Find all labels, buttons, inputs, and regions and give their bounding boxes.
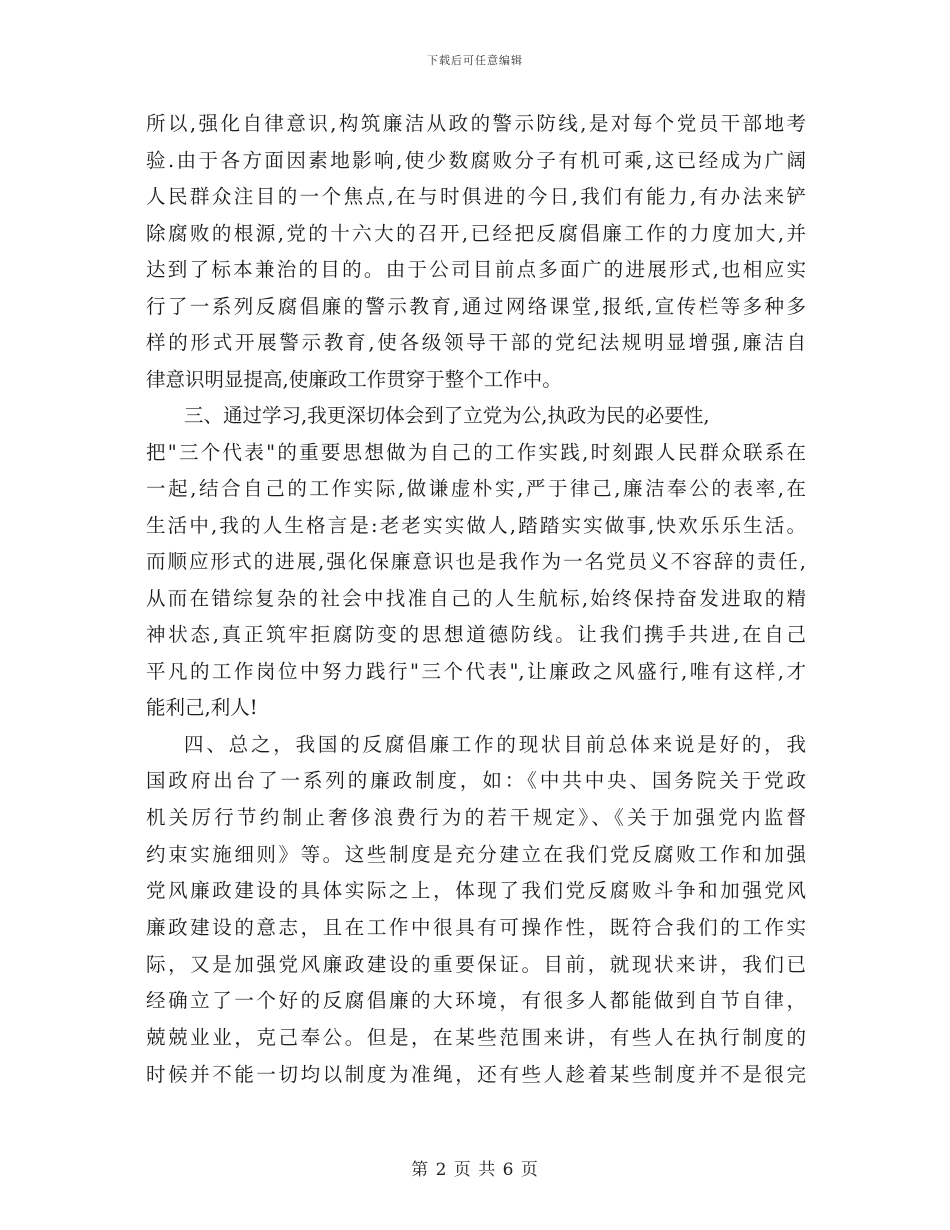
page-header-note: 下载后可任意编辑 [427, 54, 523, 67]
text-line: 兢兢业业，克己奉公。但是，在某些范围来讲，有些人在执行制度的 [146, 1026, 806, 1049]
text-line: 党风廉政建设的具体实际之上，体现了我们党反腐败斗争和加强党风 [146, 879, 806, 903]
text-line: 能利己,利人! [146, 696, 258, 719]
text-line: 达到了标本兼治的目的。由于公司目前点多面广的进展形式,也相应实 [146, 258, 806, 281]
text-line: 约束实施细则》等。这些制度是充分建立在我们党反腐败工作和加强 [146, 842, 806, 866]
text-line: 验.由于各方面因素地影响,使少数腐败分子有机可乘,这已经成为广阔 [146, 148, 806, 172]
text-line: 平凡的工作岗位中努力践行"三个代表",让廉政之风盛行,唯有这样,才 [146, 659, 806, 683]
text-line: 机关厉行节约制止奢侈浪费行为的若干规定》、《关于加强党内监督 [146, 805, 806, 829]
text-line: 人民群众注目的一个焦点,在与时俱进的今日,我们有能力,有办法来铲 [146, 185, 806, 208]
text-line: 所以,强化自律意识,构筑廉洁从政的警示防线,是对每个党员干部地考 [146, 112, 806, 135]
paragraph-3 [146, 727, 806, 1094]
document-body [146, 106, 806, 1093]
text-line: 把"三个代表"的重要思想做为自己的工作实践,时刻跟人民群众联系在 [146, 440, 806, 464]
text-line: 从而在错综复杂的社会中找准自己的人生航标,始终保持奋发进取的精 [146, 586, 806, 610]
paragraph-1 [146, 106, 806, 398]
text-line: 时候并不能一切均以制度为准绳，还有些人趁着某些制度并不是很完 [146, 1062, 806, 1086]
text-line: 生活中,我的人生格言是:老老实实做人,踏踏实实做事,快欢乐乐生活。 [146, 513, 806, 537]
text-line: 一起,结合自己的工作实际,做谦虚朴实,严于律己,廉洁奉公的表率,在 [146, 477, 806, 500]
text-line: 际，又是加强党风廉政建设的重要保证。目前，就现状来讲，我们已 [146, 952, 806, 976]
text-line: 样的形式开展警示教育,使各级领导干部的党纪法规明显增强,廉洁自 [146, 331, 806, 354]
text-line: 国政府出台了一系列的廉政制度，如：《中共中央、国务院关于党政 [146, 769, 806, 793]
text-line: 三、通过学习,我更深切体会到了立党为公,执政为民的必要性, [184, 404, 710, 427]
text-line: 廉政建设的意志，且在工作中很具有可操作性，既符合我们的工作实 [146, 915, 806, 939]
text-line: 律意识明显提高,使廉政工作贯穿于整个工作中。 [146, 367, 562, 391]
text-line: 四、总之，我国的反腐倡廉工作的现状目前总体来说是好的，我 [184, 732, 806, 756]
text-line: 而顺应形式的进展,强化保廉意识也是我作为一名党员义不容辞的责任, [146, 550, 806, 573]
text-line: 除腐败的根源,党的十六大的召开,已经把反腐倡廉工作的力度加大,并 [146, 221, 806, 245]
paragraph-2 [146, 398, 806, 727]
text-line: 神状态,真正筑牢拒腐防变的思想道德防线。让我们携手共进,在自己 [146, 623, 806, 646]
page-number: 第 2 页 共 6 页 [411, 1160, 539, 1180]
text-line: 行了一系列反腐倡廉的警示教育,通过网络课堂,报纸,宣传栏等多种多 [146, 294, 806, 318]
text-line: 经确立了一个好的反腐倡廉的大环境，有很多人都能做到自节自律， [146, 989, 806, 1013]
